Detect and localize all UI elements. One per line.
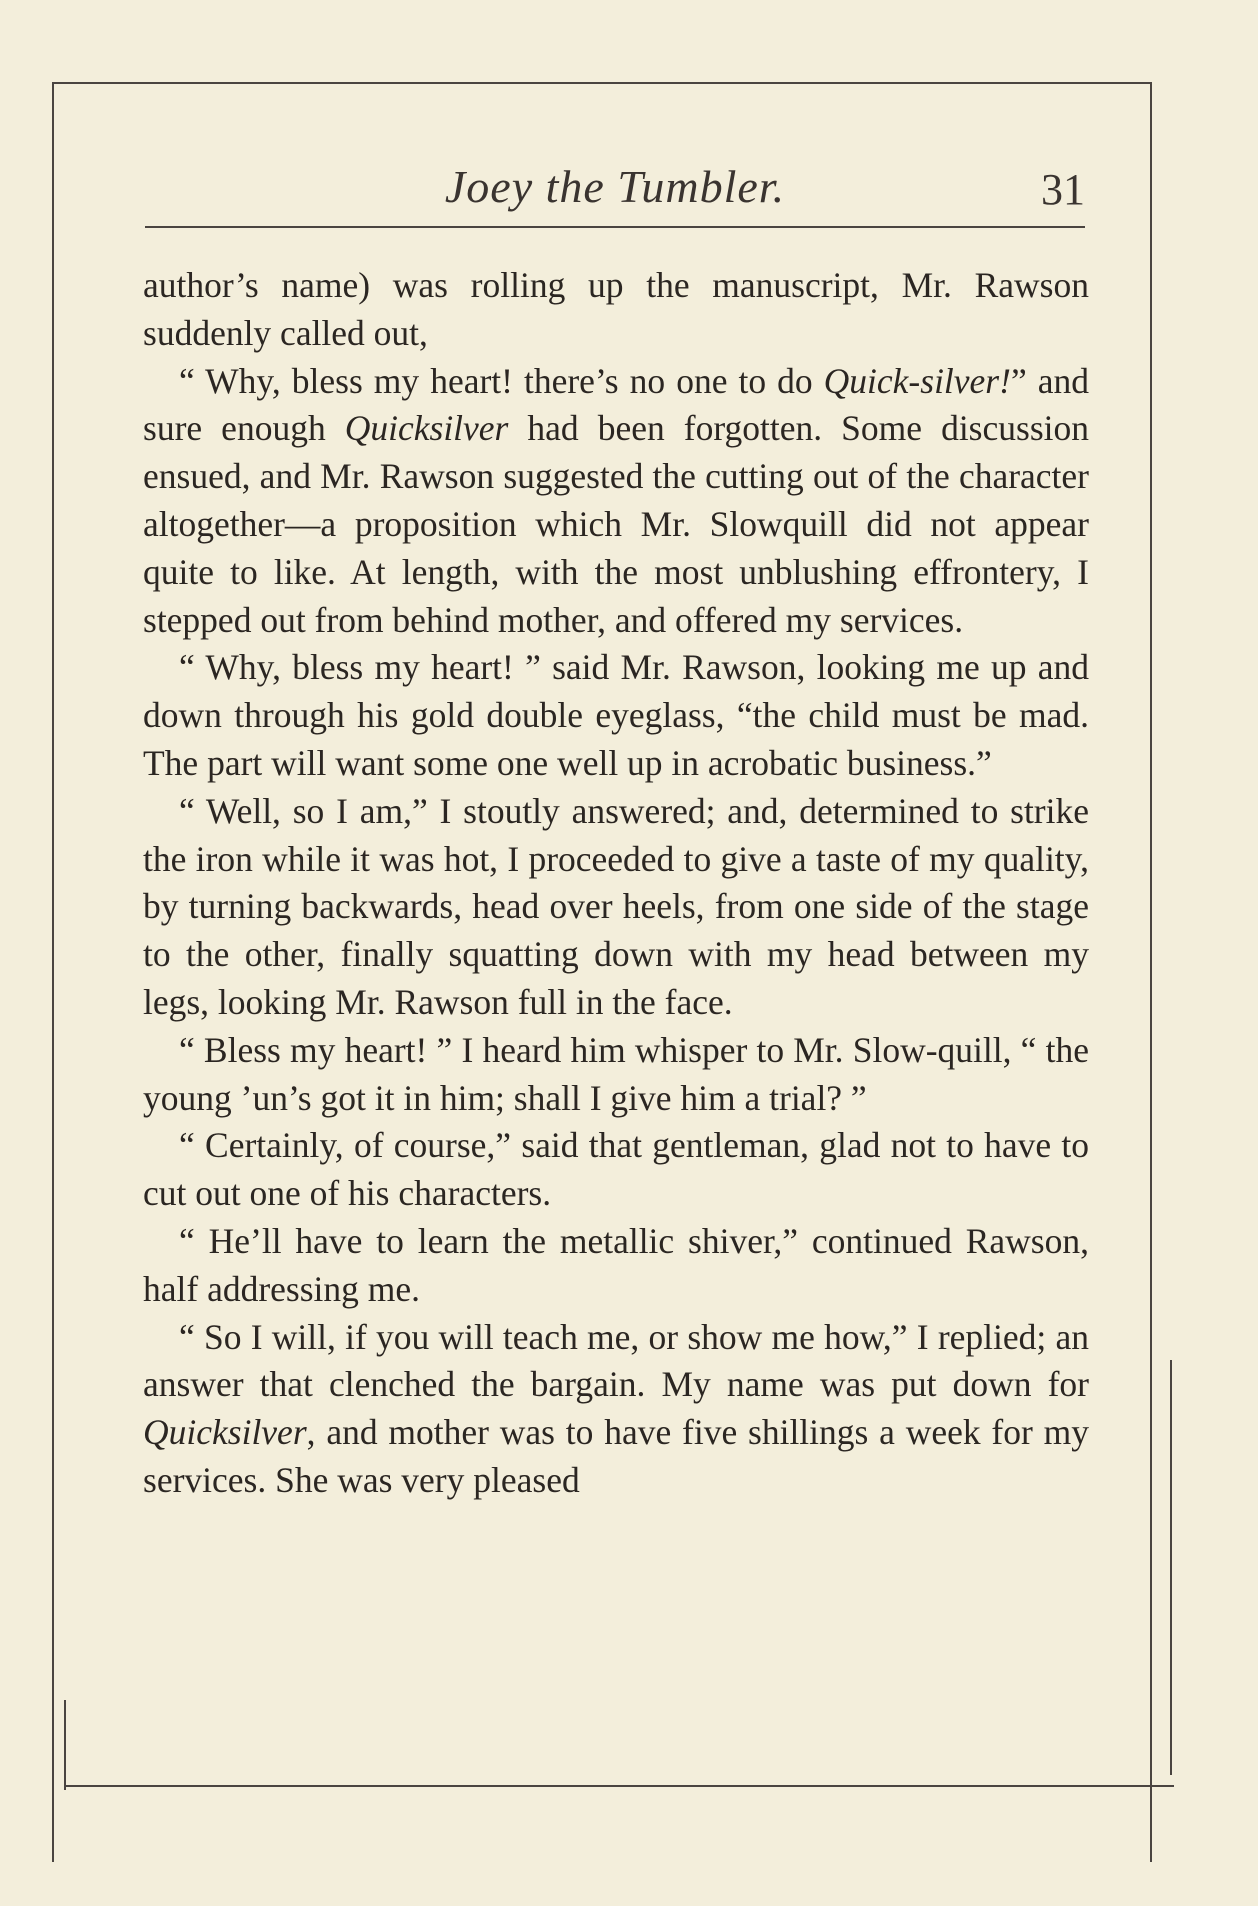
paragraph-8-text-c: , and mother was to have five shillings a week for my services. She was very pleased <box>143 1412 1089 1500</box>
paragraph-1: author’s name) was rolling up the manuscript, Mr. Rawson suddenly called out, <box>143 265 1089 353</box>
page-border-bottom <box>66 1785 1174 1787</box>
paragraph-2-text-c: ” and sure enough <box>143 360 1090 449</box>
header-rule <box>145 226 1085 228</box>
paragraph-2-text-e: had been forgotten. Some discussion ensued, and Mr. Rawson suggested the cutting out of the character altogether—a proposition which Mr. Slowquill did not appear quite to like. At length, with the most unblushing effrontery, I stepped out from behind mother, and offered my services. <box>143 408 1089 640</box>
paragraph-2-italic-quicksilver-exclaim: Quick-silver! <box>823 360 1011 401</box>
paragraph-8-text-a: “ So I will, if you will teach me, or show me how,” I replied; an answer that clenched the bargain. My name was put down for <box>143 1316 1089 1405</box>
running-title: Joey the Tumbler. <box>444 161 786 212</box>
running-head <box>145 150 1085 220</box>
paragraph-2 <box>143 358 1089 645</box>
paragraph-6: “ Certainly, of course,” said that gentleman, glad not to have to cut out one of his characters. <box>143 1125 1089 1214</box>
paragraph-8-italic-quicksilver: Quicksilver <box>143 1412 307 1453</box>
paragraph-5: “ Bless my heart! ” I heard him whisper to Mr. Slow-quill, “ the young ’un’s got it in him; shall I give him a trial? ” <box>143 1029 1089 1118</box>
paragraph-4: “ Well, so I am,” I stoutly answered; and, determined to strike the iron while it was hot, I proceeded to give a taste of my quality, by turning backwards, head over heels, from one side of the stage to the other, finally squatting down with my head between my legs, looking Mr. Rawson full in the face. <box>143 790 1089 1022</box>
paragraph-8 <box>143 1314 1089 1505</box>
body-text <box>143 262 1089 1505</box>
paragraph-7: “ He’ll have to learn the metallic shiver,” continued Rawson, half addressing me. <box>143 1220 1089 1309</box>
page-number: 31 <box>1041 165 1085 214</box>
page-border-right-lower <box>1170 1360 1172 1775</box>
paragraph-3: “ Why, bless my heart! ” said Mr. Rawson, looking me up and down through his gold double eyeglass, “the child must be mad. The part will want some one well up in acrobatic business.” <box>143 647 1089 783</box>
paragraph-2-italic-quicksilver: Quicksilver <box>344 408 509 449</box>
page-border-left-lower <box>64 1700 66 1790</box>
paragraph-2-text-a: “ Why, bless my heart! there’s no one to do <box>179 360 824 401</box>
